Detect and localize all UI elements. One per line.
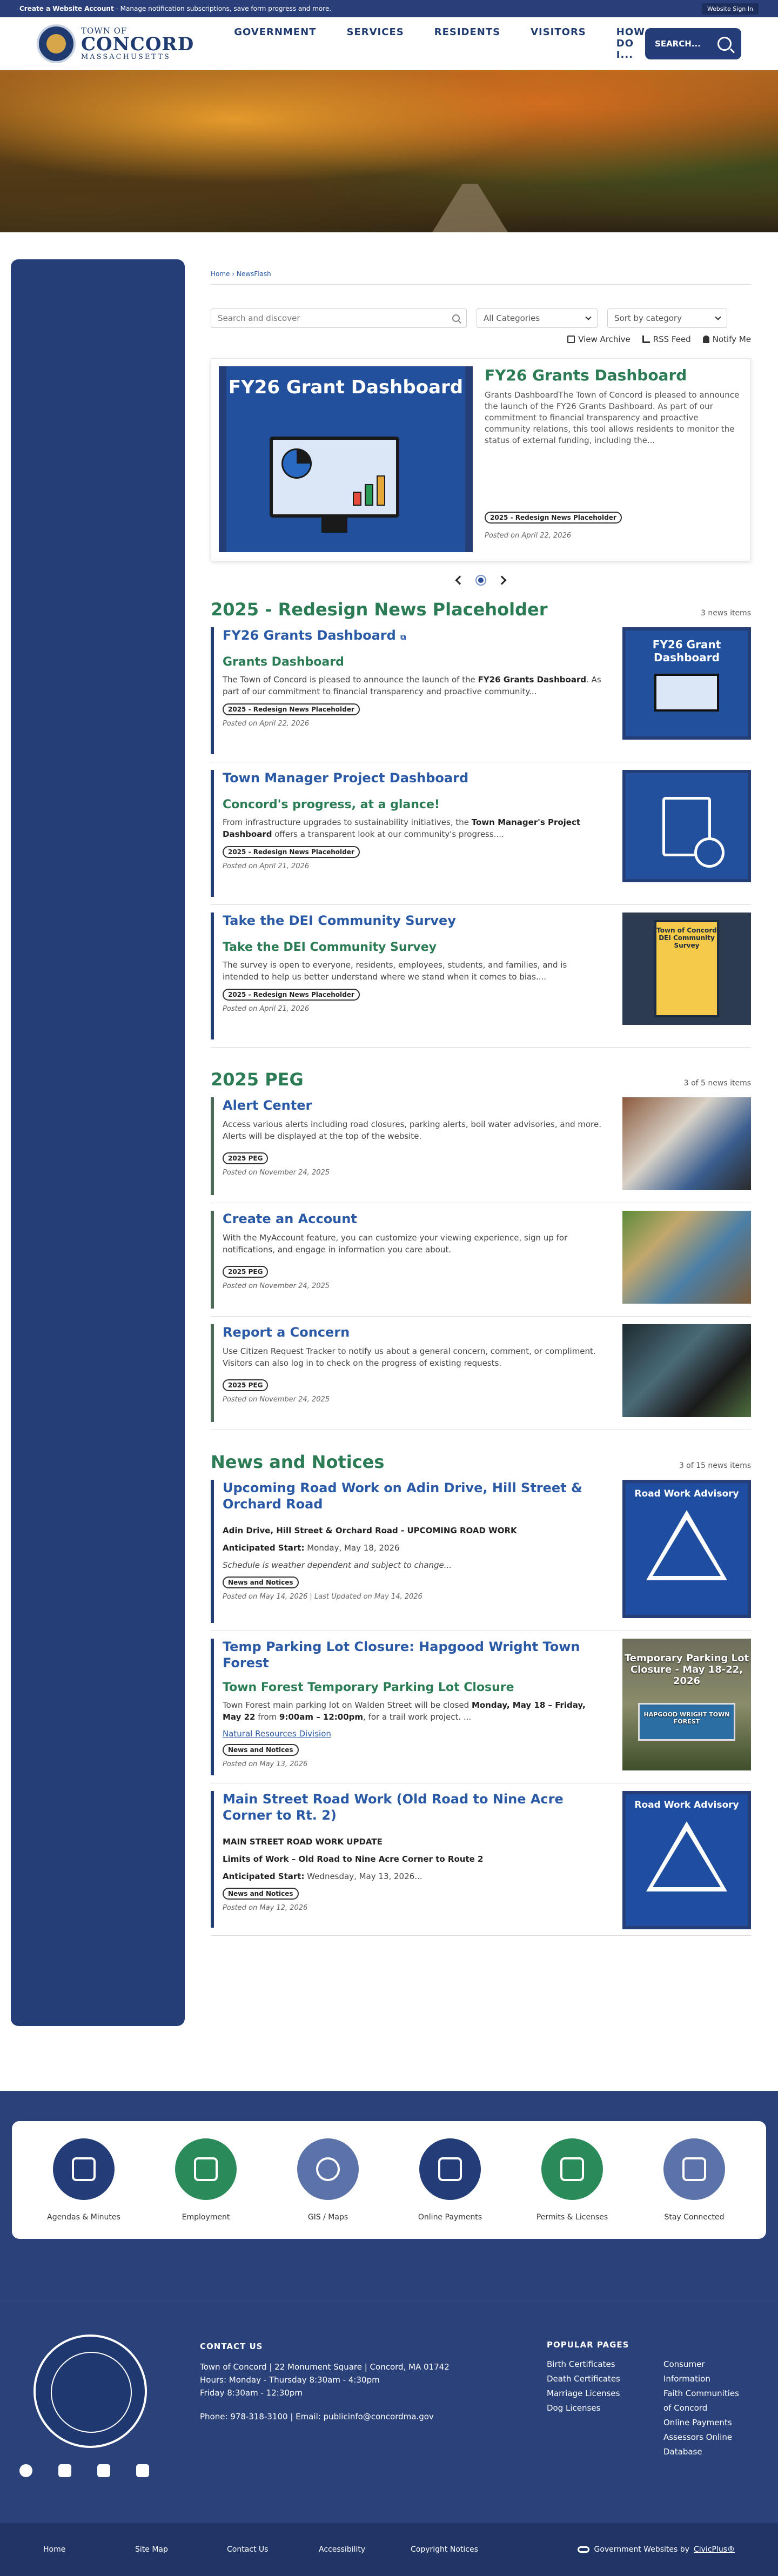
news-item bbox=[211, 1324, 751, 1430]
news-search-placeholder: Search and discover bbox=[218, 313, 300, 323]
news-item-line-3-label: Anticipated Start: bbox=[223, 1871, 305, 1881]
chevron-right-icon[interactable] bbox=[498, 576, 507, 585]
search-icon[interactable] bbox=[452, 314, 460, 322]
news-item-tag[interactable]: 2025 PEG bbox=[223, 1152, 268, 1164]
news-item-title[interactable]: Town Manager Project Dashboard bbox=[223, 770, 469, 786]
nav-services[interactable]: SERVICES bbox=[346, 26, 404, 38]
news-item-text-c: from bbox=[255, 1712, 279, 1722]
news-item-date: Posted on November 24, 2025 bbox=[223, 1395, 330, 1404]
rss-feed-label: RSS Feed bbox=[653, 334, 691, 344]
featured-date: Posted on April 22, 2026 bbox=[485, 532, 572, 540]
section-header bbox=[211, 1452, 751, 1472]
site-search[interactable] bbox=[645, 28, 741, 59]
news-item-tag[interactable]: News and Notices bbox=[223, 1744, 299, 1756]
bar-chart-icon bbox=[353, 475, 385, 506]
footer-links bbox=[43, 2545, 502, 2554]
chevron-left-icon[interactable] bbox=[455, 576, 465, 585]
rss-feed-link[interactable] bbox=[642, 334, 691, 344]
quick-link-employment[interactable] bbox=[157, 2138, 254, 2222]
breadcrumb bbox=[211, 270, 751, 278]
site-header bbox=[0, 17, 778, 70]
nav-residents[interactable]: RESIDENTS bbox=[434, 26, 501, 38]
sort-select[interactable] bbox=[607, 308, 727, 328]
news-item-title[interactable]: Temp Parking Lot Closure: Hapgood Wright Town Forest bbox=[223, 1639, 580, 1671]
chevron-down-icon bbox=[715, 314, 721, 320]
news-item-date: Posted on April 21, 2026 bbox=[223, 862, 310, 870]
news-item-thumbnail[interactable] bbox=[622, 770, 751, 882]
contact-title: CONTACT US bbox=[200, 2342, 263, 2351]
search-icon[interactable] bbox=[717, 37, 732, 51]
news-item-thumbnail[interactable] bbox=[622, 1097, 751, 1190]
section-count: 3 news items bbox=[701, 609, 751, 618]
civicplus-icon bbox=[578, 2546, 589, 2553]
news-item bbox=[211, 913, 751, 1048]
website-sign-in-button[interactable]: Website Sign In bbox=[702, 3, 759, 15]
breadcrumb-home[interactable]: Home bbox=[211, 270, 230, 278]
news-item-date: Posted on April 21, 2026 bbox=[223, 1004, 310, 1013]
news-item-thumbnail[interactable] bbox=[622, 627, 751, 740]
news-item-tag[interactable]: 2025 - Redesign News Placeholder bbox=[223, 703, 360, 715]
news-item-tag[interactable]: News and Notices bbox=[223, 1888, 299, 1900]
news-action-links bbox=[211, 334, 751, 344]
edit-icon bbox=[541, 2138, 603, 2200]
news-item-line-1-text: MAIN STREET ROAD WORK UPDATE bbox=[223, 1837, 383, 1847]
quick-link-label: Permits & Licenses bbox=[536, 2213, 608, 2222]
featured-title[interactable]: FY26 Grants Dashboard bbox=[485, 366, 687, 384]
news-item bbox=[211, 1639, 751, 1783]
news-item-text-c: . As part of our commitment to financial transparency and proactive community... bbox=[223, 675, 601, 696]
notify-me-label: Notify Me bbox=[712, 334, 751, 344]
section-title[interactable]: News and Notices bbox=[211, 1452, 385, 1472]
civicplus-link[interactable]: CivicPlus® bbox=[693, 2545, 735, 2554]
carousel-dot[interactable] bbox=[478, 578, 484, 583]
civicplus-text: Government Websites by bbox=[594, 2545, 689, 2554]
thumbnail-caption: FY26 Grant Dashboard bbox=[652, 638, 721, 664]
forest-path-graphic bbox=[432, 184, 508, 232]
thumbnail-caption: Road Work Advisory bbox=[634, 1800, 739, 1810]
popular-link[interactable]: Dog Licenses bbox=[547, 2403, 601, 2413]
popular-pages bbox=[547, 2340, 745, 2459]
sort-value: Sort by category bbox=[614, 313, 682, 323]
news-item-thumbnail[interactable] bbox=[622, 913, 751, 1025]
news-item-text-a: From infrastructure upgrades to sustainability initiatives, the bbox=[223, 817, 472, 827]
logo-line-1: TOWN OF bbox=[81, 25, 128, 36]
quick-link-stay-connected[interactable] bbox=[646, 2138, 743, 2222]
news-item-text-bold: Monday, May 18 – Friday, May 22 bbox=[223, 1700, 586, 1722]
main-nav bbox=[234, 26, 645, 61]
civicplus-credit bbox=[578, 2545, 735, 2554]
pie-chart-icon bbox=[281, 448, 312, 479]
view-archive-link[interactable] bbox=[567, 334, 631, 344]
news-item-line-2-text: Limits of Work – Old Road to Nine Acre Corner to Route 2 bbox=[223, 1854, 484, 1864]
news-search-input[interactable] bbox=[211, 308, 467, 328]
facebook-icon[interactable] bbox=[19, 2464, 32, 2477]
quick-link-label: GIS / Maps bbox=[307, 2213, 348, 2222]
news-item-thumbnail[interactable] bbox=[622, 1791, 751, 1929]
news-item-tag[interactable]: 2025 PEG bbox=[223, 1266, 268, 1278]
road-work-sign-icon bbox=[646, 1510, 727, 1580]
news-item-subtitle: Concord's progress, at a glance! bbox=[223, 798, 440, 811]
breadcrumb-separator: › bbox=[230, 270, 237, 278]
quick-links bbox=[12, 2121, 766, 2239]
town-logo[interactable] bbox=[37, 24, 194, 63]
nav-government[interactable]: GOVERNMENT bbox=[234, 26, 317, 38]
hero-image bbox=[0, 70, 778, 232]
rss-icon bbox=[642, 336, 650, 343]
footer-link-accessibility[interactable]: Accessibility bbox=[319, 2545, 366, 2554]
news-item-thumbnail[interactable] bbox=[622, 1324, 751, 1417]
contact-hours-1: Hours: Monday - Thursday 8:30am - 4:30pm bbox=[200, 2375, 380, 2385]
news-item-title[interactable]: Take the DEI Community Survey bbox=[223, 913, 456, 928]
news-item-text-bold: Town Manager's Project Dashboard bbox=[223, 817, 581, 839]
news-item-thumbnail[interactable] bbox=[622, 1211, 751, 1304]
breadcrumb-divider bbox=[211, 284, 751, 285]
section-header bbox=[211, 599, 751, 620]
thumbnail-caption: Road Work Advisory bbox=[634, 1488, 739, 1499]
news-item-text-e: , for a trail work project. ... bbox=[363, 1712, 472, 1722]
news-item-title[interactable]: Report a Concern bbox=[223, 1325, 350, 1340]
top-bar bbox=[0, 0, 778, 17]
popular-title: POPULAR PAGES bbox=[547, 2340, 629, 2350]
quick-link-label: Online Payments bbox=[418, 2213, 482, 2222]
create-account-banner bbox=[19, 5, 331, 12]
forest-sign: HAPGOOD WRIGHT TOWN FOREST bbox=[638, 1703, 735, 1741]
view-archive-label: View Archive bbox=[578, 334, 631, 344]
agendas-icon bbox=[53, 2138, 115, 2200]
news-item-subtitle: Town Forest Temporary Parking Lot Closure bbox=[223, 1681, 514, 1694]
logo-text bbox=[81, 27, 194, 61]
carousel-controls bbox=[211, 572, 751, 588]
news-item bbox=[211, 770, 751, 905]
site-search-label: SEARCH... bbox=[655, 38, 701, 49]
featured-image-title: FY26 Grant Dashboard bbox=[228, 377, 464, 398]
quick-link-gis[interactable] bbox=[279, 2138, 377, 2222]
news-item-text-a: The Town of Concord is pleased to announce the launch of the bbox=[223, 675, 478, 685]
notify-me-link[interactable] bbox=[703, 334, 751, 344]
featured-tag[interactable]: 2025 - Redesign News Placeholder bbox=[485, 512, 622, 524]
site-footer bbox=[0, 2302, 778, 2523]
news-item-tag[interactable]: 2025 - Redesign News Placeholder bbox=[223, 846, 360, 858]
news-item-text: The survey is open to everyone, residents, employees, students, and families, and is intended to help us better understand where we stand when it comes to bias.... bbox=[223, 960, 567, 982]
news-item-tag[interactable]: 2025 - Redesign News Placeholder bbox=[223, 989, 360, 1001]
news-item-thumbnail[interactable] bbox=[622, 1480, 751, 1618]
youtube-icon[interactable] bbox=[58, 2464, 71, 2477]
logo-line-2: CONCORD bbox=[81, 33, 194, 55]
bell-icon bbox=[703, 336, 709, 343]
news-item-text: With the MyAccount feature, you can customize your viewing experience, sign up for notifications, and engage in information you care about. bbox=[223, 1233, 568, 1255]
quick-link-payments[interactable] bbox=[401, 2138, 499, 2222]
footer-link-contact[interactable]: Contact Us bbox=[227, 2545, 269, 2554]
footer-link-home[interactable]: Home bbox=[43, 2545, 66, 2554]
left-sidebar bbox=[11, 259, 185, 2026]
town-seal-icon bbox=[37, 24, 76, 63]
quick-link-permits[interactable] bbox=[524, 2138, 621, 2222]
quick-link-agendas[interactable] bbox=[35, 2138, 132, 2222]
popular-link[interactable]: Faith Communities of Concord bbox=[663, 2389, 739, 2413]
news-item bbox=[211, 1480, 751, 1631]
section-title[interactable]: 2025 - Redesign News Placeholder bbox=[211, 599, 548, 620]
news-item-line-1-text: Adin Drive, Hill Street & Orchard Road - UPCOMING ROAD WORK bbox=[223, 1526, 517, 1535]
footer-link-site-map[interactable]: Site Map bbox=[135, 2545, 168, 2554]
popular-link[interactable]: Consumer Information bbox=[663, 2359, 710, 2384]
news-item-date: Posted on May 14, 2026 | Last Updated on May 14, 2026 bbox=[223, 1593, 422, 1601]
dashboard-magnifier-icon bbox=[662, 797, 711, 856]
news-item-text-c: offers a transparent look at our community's progress.... bbox=[272, 829, 504, 839]
main-area bbox=[0, 259, 778, 2026]
natural-resources-link[interactable]: Natural Resources Division bbox=[223, 1728, 331, 1739]
contact-address: Town of Concord | 22 Monument Square | Concord, MA 01742 bbox=[200, 2362, 450, 2372]
news-item bbox=[211, 1791, 751, 1936]
news-item-text-time: 9:00am – 12:00pm bbox=[279, 1712, 364, 1722]
news-item-line-2-label: Anticipated Start: bbox=[223, 1542, 305, 1553]
create-account-link[interactable]: Create a Website Account bbox=[19, 5, 114, 12]
nav-visitors[interactable]: VISITORS bbox=[531, 26, 586, 38]
news-item-date: Posted on November 24, 2025 bbox=[223, 1168, 330, 1177]
popular-column-1 bbox=[547, 2357, 628, 2459]
section-header bbox=[211, 1069, 751, 1090]
news-item-tag[interactable]: 2025 PEG bbox=[223, 1379, 268, 1391]
contact-hours-2: Friday 8:30am - 12:30pm bbox=[200, 2388, 303, 2398]
instagram-icon[interactable] bbox=[97, 2464, 110, 2477]
monitor-icon bbox=[654, 674, 719, 712]
news-content bbox=[211, 259, 751, 1936]
featured-carousel bbox=[211, 358, 751, 561]
payment-icon bbox=[419, 2138, 481, 2200]
news-item-date: Posted on May 12, 2026 bbox=[223, 1904, 308, 1913]
nav-how-do-i[interactable]: HOW DO I... bbox=[616, 26, 646, 61]
external-link-icon: ⧉ bbox=[400, 633, 406, 642]
news-item bbox=[211, 627, 751, 762]
footer-bottom-bar bbox=[0, 2523, 778, 2576]
news-item-text: Access various alerts including road closures, parking alerts, boil water advisories, and more. Alerts will be displayed at the top of the website. bbox=[223, 1119, 602, 1141]
news-item-line-3-text: Wednesday, May 13, 2026... bbox=[304, 1871, 422, 1881]
news-item-text-a: Town Forest main parking lot on Walden Street will be closed bbox=[223, 1700, 472, 1710]
news-item-line-3: Schedule is weather dependent and subject to change... bbox=[223, 1560, 452, 1570]
news-item-thumbnail[interactable] bbox=[622, 1639, 751, 1770]
archive-icon bbox=[567, 336, 575, 343]
section-title[interactable]: 2025 PEG bbox=[211, 1069, 304, 1090]
news-item-tag[interactable]: News and Notices bbox=[223, 1577, 299, 1588]
quick-link-label: Stay Connected bbox=[664, 2213, 725, 2222]
popular-link[interactable]: Death Certificates bbox=[547, 2374, 620, 2384]
thumbnail-caption: Temporary Parking Lot Closure - May 18-22, 2026 bbox=[624, 1653, 749, 1687]
chat-icon bbox=[663, 2138, 725, 2200]
featured-text: Grants DashboardThe Town of Concord is pleased to announce the launch of the FY26 Grants Dashboard. As part of our commitment to financial transparency and proactive community relations, this tool allows residents to monitor the status of external funding, including the... bbox=[485, 390, 740, 445]
section-count: 3 of 15 news items bbox=[679, 1461, 751, 1470]
news-item-date: Posted on November 24, 2025 bbox=[223, 1282, 330, 1290]
road-work-sign-icon bbox=[646, 1821, 727, 1891]
news-item-title[interactable]: Create an Account bbox=[223, 1211, 357, 1226]
quick-link-label: Employment bbox=[182, 2213, 230, 2222]
news-item-line-2-text: Monday, May 18, 2026 bbox=[304, 1542, 400, 1553]
social-links bbox=[19, 2464, 149, 2477]
quick-links-band bbox=[0, 2091, 778, 2302]
news-item-subtitle: Take the DEI Community Survey bbox=[223, 941, 437, 954]
briefcase-icon bbox=[175, 2138, 237, 2200]
news-item-text: Use Citizen Request Tracker to notify us about a general concern, comment, or compliment. Visitors can also log in to check on the progress of existing requests. bbox=[223, 1346, 596, 1368]
popular-link[interactable]: Assessors Online Database bbox=[663, 2432, 733, 2457]
news-item-title-text: FY26 Grants Dashboard bbox=[223, 628, 396, 643]
contact-us bbox=[200, 2340, 450, 2423]
create-account-note: - Manage notification subscriptions, save form progress and more. bbox=[113, 5, 332, 12]
popular-column-2 bbox=[663, 2357, 745, 2459]
news-item-title[interactable]: Alert Center bbox=[223, 1098, 312, 1113]
popular-link[interactable]: Birth Certificates bbox=[547, 2359, 615, 2369]
quick-link-label: Agendas & Minutes bbox=[47, 2213, 120, 2222]
news-item-title[interactable]: Upcoming Road Work on Adin Drive, Hill Street & Orchard Road bbox=[223, 1480, 582, 1512]
category-value: All Categories bbox=[484, 313, 540, 323]
news-item-date: Posted on April 22, 2026 bbox=[223, 719, 310, 728]
featured-image[interactable] bbox=[219, 366, 473, 552]
dashboard-monitor-graphic bbox=[270, 437, 399, 518]
logo-line-3: MASSACHUSETTS bbox=[81, 52, 171, 61]
globe-icon bbox=[297, 2138, 359, 2200]
category-select[interactable] bbox=[477, 308, 598, 328]
section-count: 3 of 5 news items bbox=[683, 1079, 751, 1088]
survey-flyer: Town of Concord DEI Community Survey bbox=[654, 920, 719, 1017]
featured-body bbox=[485, 366, 742, 458]
news-item bbox=[211, 1097, 751, 1203]
popular-link[interactable]: Online Payments bbox=[663, 2418, 732, 2427]
news-item-title[interactable]: Main Street Road Work (Old Road to Nine Acre Corner to Rt. 2) bbox=[223, 1792, 564, 1823]
footer-link-copyright[interactable]: Copyright Notices bbox=[411, 2545, 478, 2554]
breadcrumb-current: NewsFlash bbox=[236, 270, 271, 278]
linkedin-icon[interactable] bbox=[136, 2464, 149, 2477]
chevron-down-icon bbox=[585, 314, 591, 320]
news-item-subtitle: Grants Dashboard bbox=[223, 655, 344, 669]
town-seal-icon bbox=[33, 2335, 147, 2448]
news-item-text-bold: FY26 Grants Dashboard bbox=[478, 675, 587, 685]
popular-link[interactable]: Marriage Licenses bbox=[547, 2389, 620, 2398]
news-filters bbox=[211, 308, 751, 328]
news-item-date: Posted on May 13, 2026 bbox=[223, 1760, 308, 1768]
contact-phone[interactable]: Phone: 978-318-3100 | Email: publicinfo@concordma.gov bbox=[200, 2412, 434, 2421]
news-item bbox=[211, 1211, 751, 1317]
